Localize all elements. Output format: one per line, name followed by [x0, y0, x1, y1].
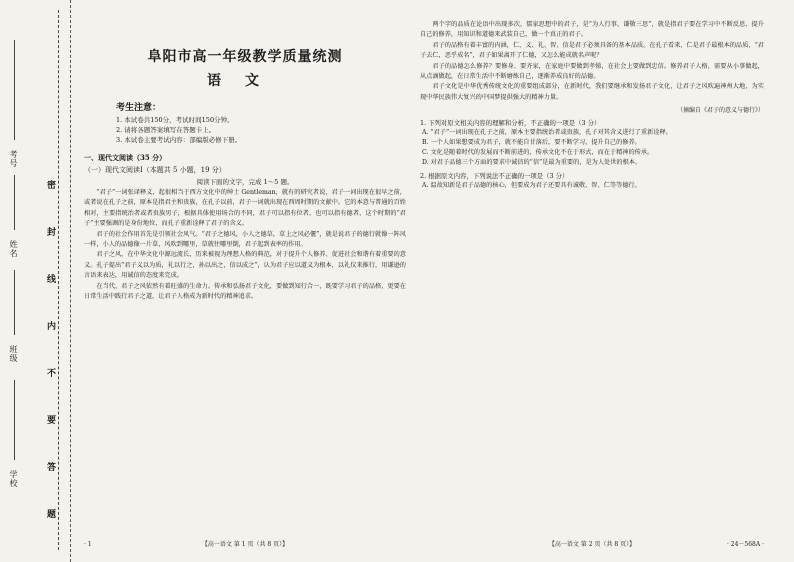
school-label: 学校 — [9, 470, 18, 488]
notice-item: 3. 本试卷主要考试内容：部编版必修下册。 — [116, 136, 242, 144]
name-line — [14, 175, 15, 230]
page-footer-left: 【高一语文 第 1 页（共 8 页）】 — [201, 541, 289, 548]
fold-warning: 密封线内不要答题 — [45, 180, 55, 556]
school-line — [14, 380, 15, 460]
subject-title: 语文 — [207, 73, 283, 89]
notice-box — [116, 100, 396, 145]
paper-code: · 24－568A · — [726, 541, 764, 548]
left-page — [84, 20, 406, 540]
exam-no-line — [14, 40, 15, 140]
question-stem: 2. 根据原文内容，下列说法不正确的一项是（3 分） — [420, 172, 569, 181]
notice-item: 2. 请将各题答案填写在答题卡上。 — [116, 126, 216, 134]
passage-paragraph: 在当代，君子之风依然有着旺盛的生命力。传承和弘扬君子文化，要做到知行合一，既要学习君子的品格，更要在日常生活中践行君子之道，让君子人格成为新时代的精神追求。 — [84, 282, 406, 301]
passage-paragraph: 君子的社会作用首先是引领社会风气。“君子之德风，小人之德草，草上之风必偃”，就是说君子的德行就像一阵风一样，小人的品德像一片草，风吹到哪里，草就往哪里倒，君子起到表率的作用。 — [84, 230, 406, 249]
page-mark: · 1 — [84, 541, 92, 548]
question-option: B. 一个人如果想要成为君子，就不能自甘落后，要不断学习，提升自己的修养。 — [422, 139, 641, 147]
section-heading: 一、现代文阅读（35 分） — [84, 153, 167, 162]
class-label: 班级 — [9, 345, 18, 363]
passage-paragraph: 君子的品德怎么修养？要修身、要齐家，在家庭中要做到孝悌，在社会上要做到忠信。修养君子人格，需要从小事做起，从点滴做起，在日常生活中不断磨炼自己，逐渐养成良好的品德。 — [420, 62, 764, 81]
exam-no-label: 考号 — [9, 150, 18, 168]
question-option: D. 对君子品德三个方面的要求中诚信的“信”是最为重要的，是为人处世的根本。 — [422, 159, 642, 167]
passage-paragraph: 君子文化是中华优秀传统文化的重要组成部分，在新时代，我们要继承和发扬君子文化，让君子之风吹遍神州大地，为实现中华民族伟大复兴的中国梦提供强大的精神力量。 — [420, 83, 764, 101]
question-option: A. 温故知新是君子品德的核心，但要成为君子还要具有诚敬、智、仁等等德行。 — [422, 182, 641, 190]
page-footer-right: 【高一语文 第 2 页（共 8 页）】 — [548, 541, 636, 548]
passage-paragraph: 君子的品格有着丰富的内涵，仁、义、礼、智、信是君子必须具备的基本品质。在孔子看来，仁是君子最根本的品质，“君子去仁，恶乎成名”，君子如果离开了仁德，又怎么能成就名声呢？ — [420, 41, 764, 60]
passage-paragraph: 两个字的品质在论语中出现多次，儒家思想中的君子，是“为人行事，谦敬三思”，就是指君子要在学习中不断反思，提升自己的修养，用知识和道德来武装自己，做一个真正的君子。 — [420, 21, 764, 39]
passage-paragraph: 君子之风，在中华文化中源远流长，历来被视为理想人格的典范，对于提升个人修养、促进社会和谐有着重要的意义。孔子提出“君子义以为质，礼以行之，孙以出之，信以成之”，认为君子应以道义为根本，以礼仪来推行，用谦逊的言语来表达，用诚信的态度来完成。 — [84, 251, 406, 280]
subsection-heading: （一）现代文阅读Ⅰ（本题共 5 小题，19 分） — [84, 166, 226, 174]
notice-item: 1. 本试卷共150分，考试时间150分钟。 — [116, 116, 234, 124]
question-stem: 1. 下列对原文相关内容的理解和分析，不正确的一项是（3 分） — [420, 119, 601, 128]
question-option: C. 文化是随着时代的发展而不断前进的，传承文化不在于形式，而在于精神的传承。 — [422, 149, 654, 157]
binding-strip — [0, 0, 71, 562]
class-line — [14, 270, 15, 335]
passage-source: （摘编自《君子的意义与德行》） — [676, 107, 764, 115]
reading-prompt: 阅读下面的文字，完成 1～5 题。 — [196, 178, 294, 186]
name-label: 姓名 — [9, 240, 18, 258]
passage-paragraph: “君子”一词张译释义，起很相当于西方文化中的绅士 Gentleman，就有的研究者说，君子一词出现在很早之前，或者说在孔子之前，原本是指君主和贵族，在孔子以前，君子一词就出现在西周时期的文献中。它的本意与普通的百姓相对，主要指统治者或者贵族男子，根据具体使用场合的不同，君子可以指有位者，也可以指有德者，这个时期的“君子”主要强调的是身份地位，而孔子重新诠释了君子的含义。 — [84, 189, 406, 228]
exam-title: 阜阳市高一年级教学质量统测 — [147, 49, 343, 65]
seal-line — [58, 10, 59, 550]
right-page — [420, 20, 764, 540]
notice-title: 考生注意： — [116, 103, 162, 113]
question-option: A. “君子”一词出现在孔子之前，原本主要指统治者或贵族，孔子对其含义进行了重新诠释。 — [422, 129, 672, 137]
